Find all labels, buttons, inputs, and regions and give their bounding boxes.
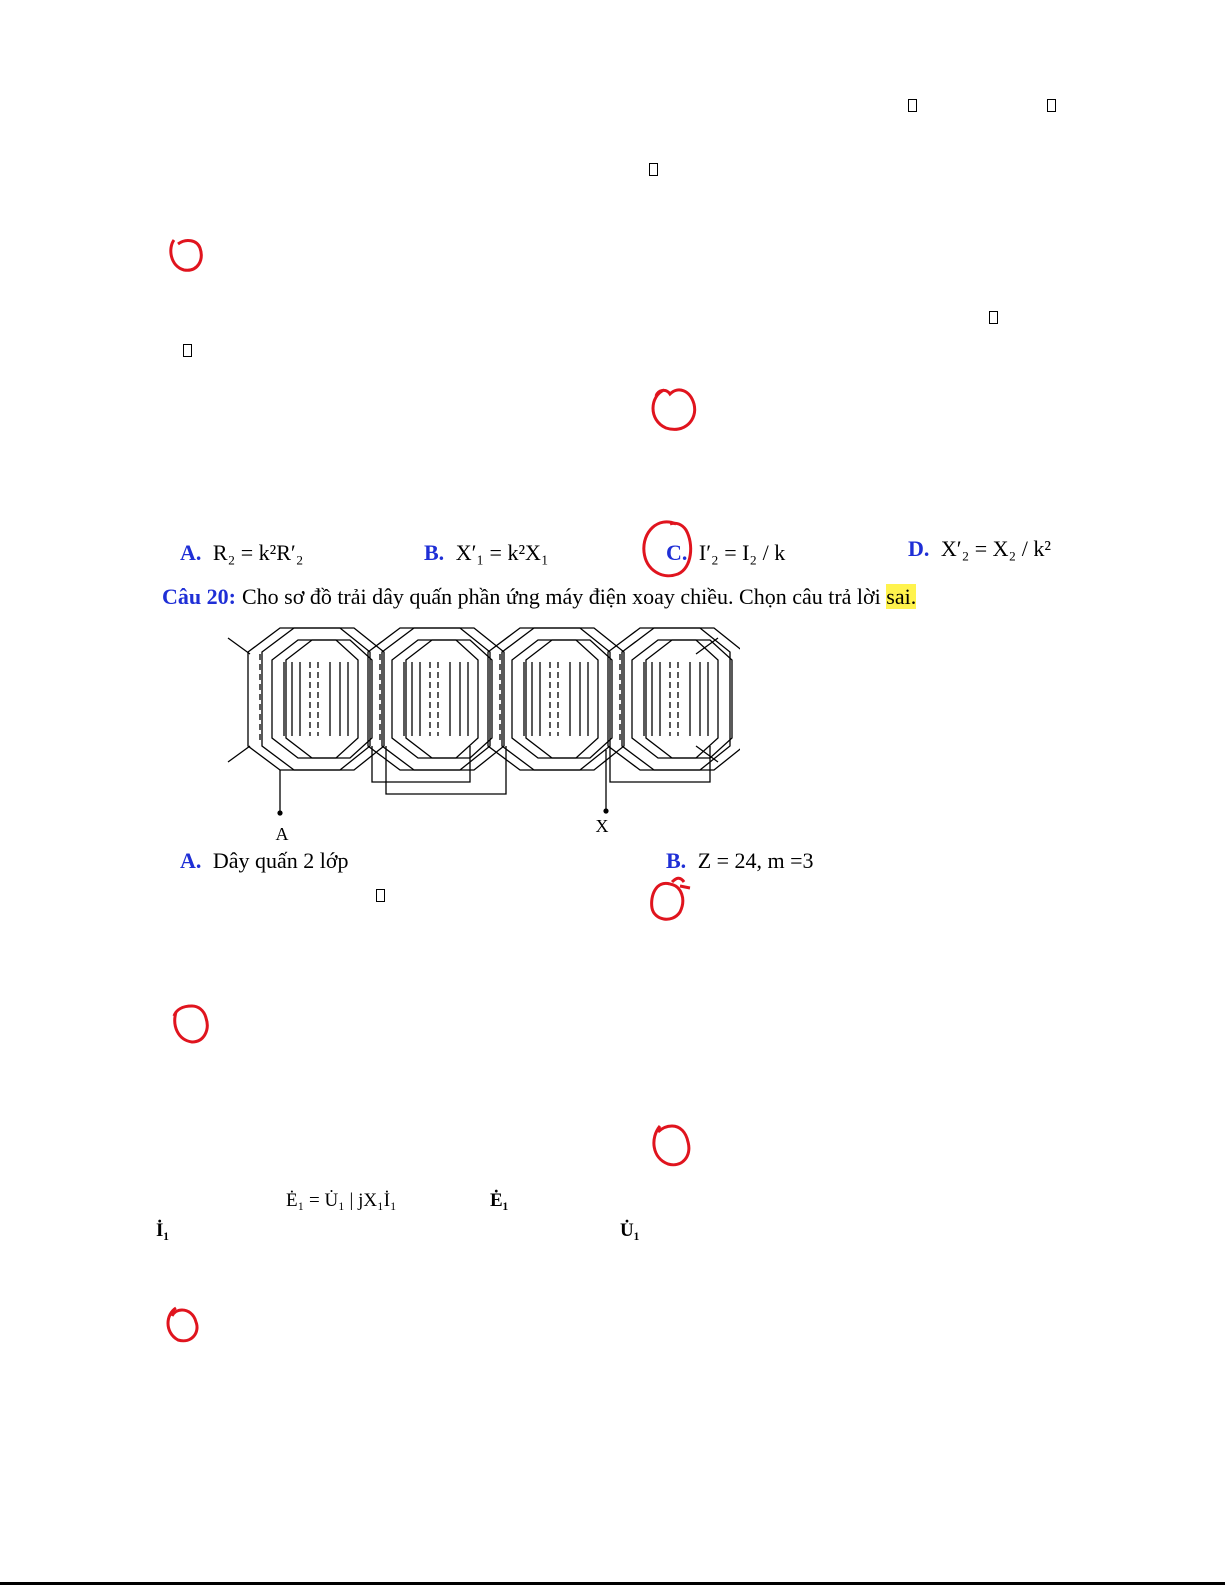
option-formula: I′₂ = I₂ / k: [698, 540, 786, 565]
annotation-circle: [164, 232, 210, 278]
annotation-circle: [158, 1302, 208, 1348]
formula-i1: İ₁: [156, 1220, 170, 1241]
option-formula: X′₂ = X₂ / k²: [940, 536, 1051, 561]
option-text: Dây quấn 2 lớp: [212, 848, 349, 873]
terminal-label-x: X: [595, 816, 609, 836]
annotation-circle: [644, 872, 696, 926]
missing-glyph-box: [908, 99, 917, 112]
terminal-label-a: A: [275, 824, 289, 844]
option-b-q19: [424, 540, 549, 566]
option-letter: C.: [666, 540, 688, 565]
missing-glyph-box: [183, 344, 192, 357]
question-20: [162, 584, 916, 610]
missing-glyph-box: [989, 311, 998, 324]
formula-main: Ė₁ = U̇₁ | jX₁İ₁: [286, 1190, 397, 1211]
annotation-circle: [644, 1118, 696, 1172]
formula-u1: U̇₁: [620, 1220, 640, 1241]
question-text: Cho sơ đồ trải dây quấn phần ứng máy điện xoay chiều. Chọn câu trả lời: [241, 584, 881, 609]
highlighted-word: sai.: [886, 584, 917, 609]
option-a-q20: [180, 848, 349, 874]
option-letter: B.: [424, 540, 445, 565]
option-c-q19: [666, 540, 785, 566]
option-text: Z = 24, m =3: [697, 848, 814, 873]
option-formula: X′₁ = k²X₁: [455, 540, 549, 565]
option-formula: R₂ = k²R′₂: [212, 540, 304, 565]
option-d-q19: [908, 536, 1051, 562]
option-letter: A.: [180, 540, 202, 565]
missing-glyph-box: [1047, 99, 1056, 112]
missing-glyph-box: [376, 889, 385, 902]
option-letter: A.: [180, 848, 202, 873]
option-b-q20: [666, 848, 814, 874]
coil-group: [368, 628, 504, 770]
annotation-circle: [164, 996, 216, 1050]
formula-e1: Ė₁: [490, 1190, 509, 1211]
option-letter: D.: [908, 536, 930, 561]
coil-group: [248, 628, 384, 770]
annotation-circle: [644, 382, 704, 438]
coil-group: [608, 628, 740, 770]
option-a-q19: [180, 540, 303, 566]
missing-glyph-box: [649, 163, 658, 176]
coil-group: [488, 628, 624, 770]
option-letter: B.: [666, 848, 687, 873]
winding-diagram: [220, 620, 740, 850]
question-label: Câu 20:: [162, 584, 236, 609]
